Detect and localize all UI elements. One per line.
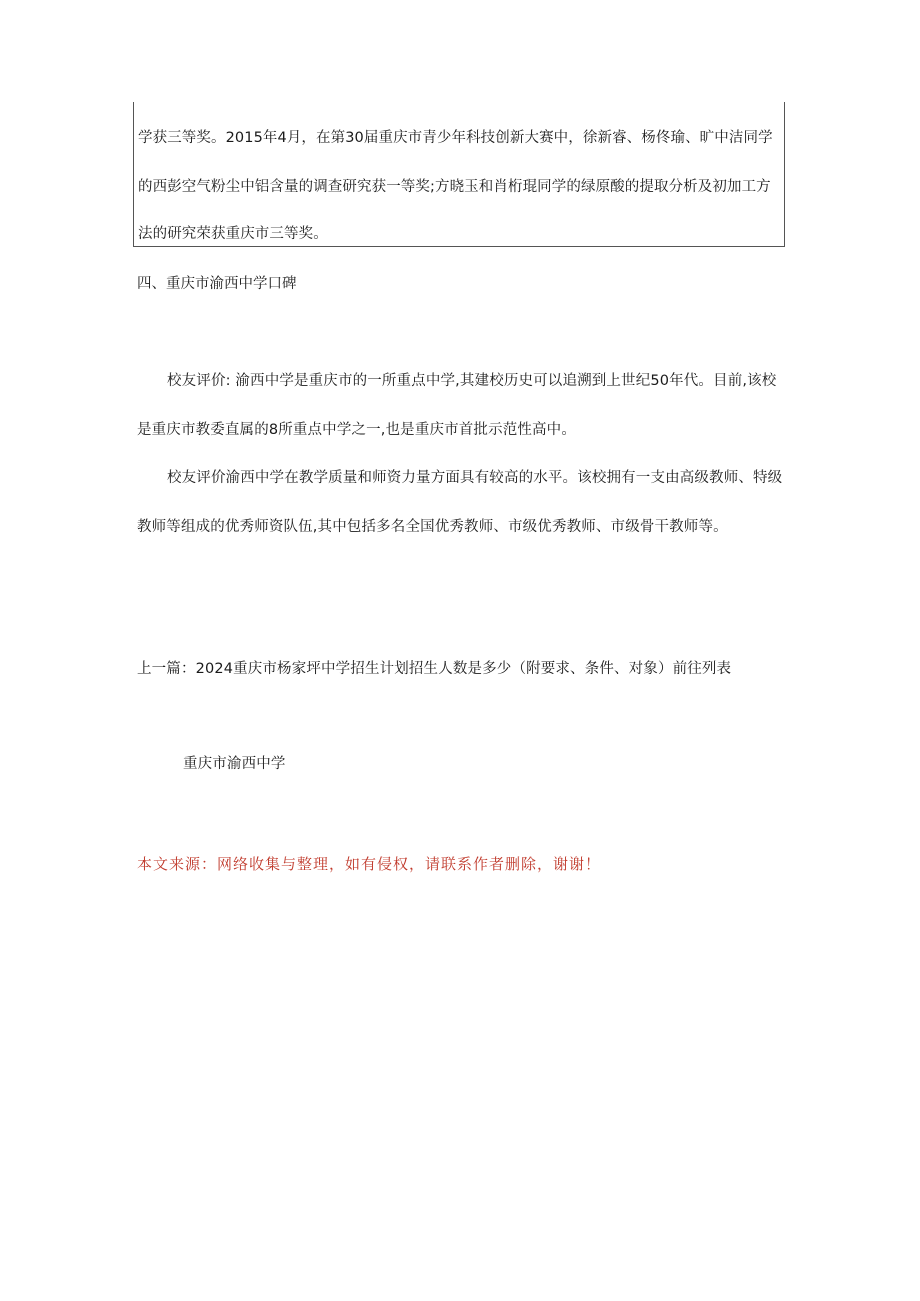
- award-line-1: 学获三等奖。2015年4月，在第30届重庆市青少年科技创新大赛中，徐新睿、杨佟瑜、旷中洁同学: [138, 130, 773, 146]
- source-note: 本文来源：网络收集与整理，如有侵权，请联系作者删除，谢谢！: [137, 855, 602, 873]
- paragraph-1-line-1: 校友评价: 渝西中学是重庆市的一所重点中学,其建校历史可以追溯到上世纪50年代。目前,该校: [167, 373, 777, 389]
- award-text-box: [133, 102, 785, 247]
- award-line-3: 法的研究荣获重庆市三等奖。: [138, 226, 328, 242]
- paragraph-2-line-1: 校友评价渝西中学在教学质量和师资力量方面具有较高的水平。该校拥有一支由高级教师、特级: [167, 470, 783, 486]
- section-heading: 四、重庆市渝西中学口碑: [137, 276, 297, 292]
- paragraph-2-line-2: 教师等组成的优秀师资队伍,其中包括多名全国优秀教师、市级优秀教师、市级骨干教师等。: [137, 519, 728, 535]
- school-name-link[interactable]: 重庆市渝西中学: [183, 756, 286, 772]
- paragraph-1-line-2: 是重庆市教委直属的8所重点中学之一,也是重庆市首批示范性高中。: [137, 422, 576, 438]
- prev-article-link[interactable]: 上一篇：2024重庆市杨家坪中学招生计划招生人数是多少（附要求、条件、对象）前往列表: [137, 661, 732, 677]
- award-line-2: 的西彭空气粉尘中铝含量的调查研究获一等奖;方晓玉和肖桁琨同学的绿原酸的提取分析及初加工方: [138, 179, 771, 195]
